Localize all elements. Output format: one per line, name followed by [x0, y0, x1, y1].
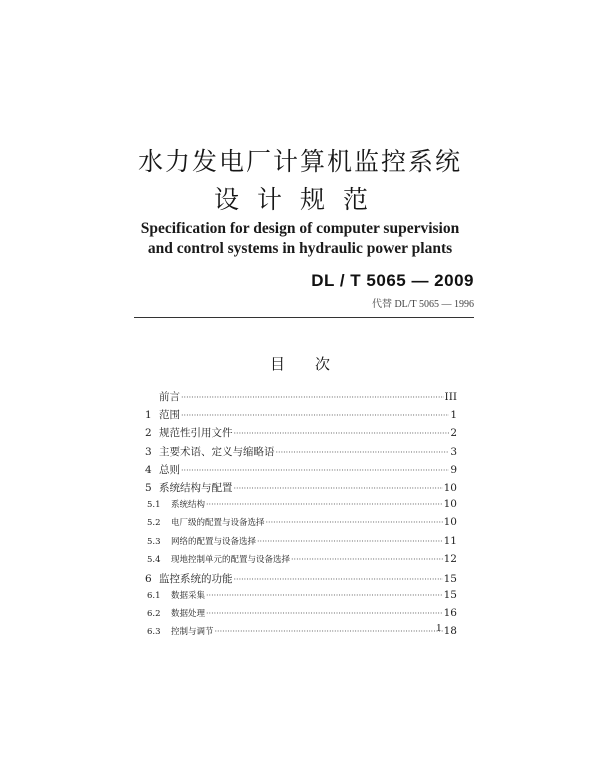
toc-entry-title: 主要术语、定义与缩略语 [159, 445, 275, 458]
toc-entry-page: 10 [443, 481, 457, 494]
toc-entry-number: 2 [145, 427, 152, 440]
toc-entry-number: 6.2 [147, 609, 161, 620]
toc-entry-title: 范围 [159, 409, 180, 422]
toc-entry-title: 前言 [159, 391, 180, 403]
horizontal-rule [134, 317, 474, 318]
table-of-contents [145, 389, 457, 644]
toc-entry[interactable] [145, 516, 457, 534]
toc-entry-number: 6 [145, 572, 152, 585]
toc-entry-page: III [444, 391, 457, 403]
toc-entry-page: 2 [450, 427, 457, 440]
toc-leader-dots [181, 411, 449, 420]
toc-entry-page: 10 [443, 516, 457, 529]
title-english-line-1: Specification for design of computer supervision [140, 220, 460, 237]
toc-entry-page: 9 [450, 463, 457, 476]
toc-entry-number: 4 [145, 463, 152, 476]
toc-entry-title: 电厂级的配置与设备选择 [171, 518, 265, 529]
document-title-english [0, 219, 600, 259]
page-number: 1 [436, 622, 442, 634]
toc-entry-number: 5.1 [147, 500, 161, 511]
toc-leader-dots [234, 484, 443, 493]
toc-entry[interactable] [145, 462, 457, 480]
toc-entry-page: 3 [450, 445, 457, 458]
toc-entry-number: 5 [145, 481, 152, 494]
toc-entry-number: 6.1 [147, 591, 161, 602]
toc-entry-title: 监控系统的功能 [159, 572, 233, 585]
toc-leader-dots [181, 393, 444, 402]
toc-entry-number: 6.3 [147, 627, 161, 638]
toc-entry[interactable] [145, 407, 457, 425]
toc-entry-title: 控制与调节 [171, 627, 214, 638]
toc-leader-dots [276, 448, 450, 457]
toc-entry-title: 系统结构与配置 [159, 481, 233, 494]
toc-leader-dots [291, 555, 443, 564]
toc-entry-page: 12 [443, 552, 457, 565]
toc-entry[interactable] [145, 444, 457, 462]
toc-entry-title: 数据处理 [171, 609, 206, 620]
toc-entry[interactable] [145, 425, 457, 443]
toc-entry-number: 5.3 [147, 536, 161, 547]
toc-entry-number: 3 [145, 445, 152, 458]
document-title-chinese: 水力发电厂计算机监控系统 [137, 147, 462, 176]
title-english-line-2: and control systems in hydraulic power plants [147, 240, 453, 257]
toc-leader-dots [206, 500, 443, 509]
toc-entry-title: 系统结构 [171, 500, 206, 511]
toc-entry-title: 现地控制单元的配置与设备选择 [171, 554, 291, 565]
toc-leader-dots [266, 518, 443, 527]
toc-entry[interactable] [145, 553, 457, 571]
toc-leader-dots [234, 575, 443, 584]
toc-entry-title: 规范性引用文件 [159, 427, 233, 440]
toc-leader-dots [181, 466, 449, 475]
toc-entry[interactable] [145, 535, 457, 553]
document-subtitle-chinese: 设计规范 [213, 185, 386, 214]
standard-replaces: 代替 DL/T 5065 — 1996 [371, 299, 474, 310]
toc-leader-dots [206, 591, 443, 600]
toc-entry[interactable] [145, 607, 457, 625]
toc-entry-title: 网络的配置与设备选择 [171, 536, 257, 547]
toc-entry-page: 15 [443, 589, 457, 602]
toc-entry[interactable] [145, 589, 457, 607]
toc-entry-page: 10 [443, 498, 457, 511]
toc-leader-dots [257, 537, 443, 546]
standard-code: DL / T 5065 — 2009 [311, 271, 474, 290]
toc-entry[interactable] [145, 389, 457, 407]
toc-entry-page: 16 [443, 607, 457, 620]
toc-entry-page: 1 [450, 409, 457, 422]
toc-entry[interactable] [145, 571, 457, 589]
toc-entry-title: 总则 [159, 463, 180, 476]
toc-leader-dots [206, 609, 443, 618]
toc-entry-page: 11 [443, 534, 457, 547]
toc-leader-dots [234, 429, 450, 438]
toc-heading: 目次 [269, 355, 360, 373]
toc-leader-dots [215, 627, 443, 636]
toc-entry-number: 1 [145, 409, 152, 422]
toc-entry-page: 15 [443, 572, 457, 585]
toc-entry-number: 5.4 [147, 554, 161, 565]
toc-entry-page: 18 [443, 625, 457, 638]
toc-entry-number: 5.2 [147, 518, 161, 529]
toc-entry[interactable] [145, 625, 457, 643]
toc-entry[interactable] [145, 480, 457, 498]
toc-entry[interactable] [145, 498, 457, 516]
toc-entry-title: 数据采集 [171, 591, 206, 602]
